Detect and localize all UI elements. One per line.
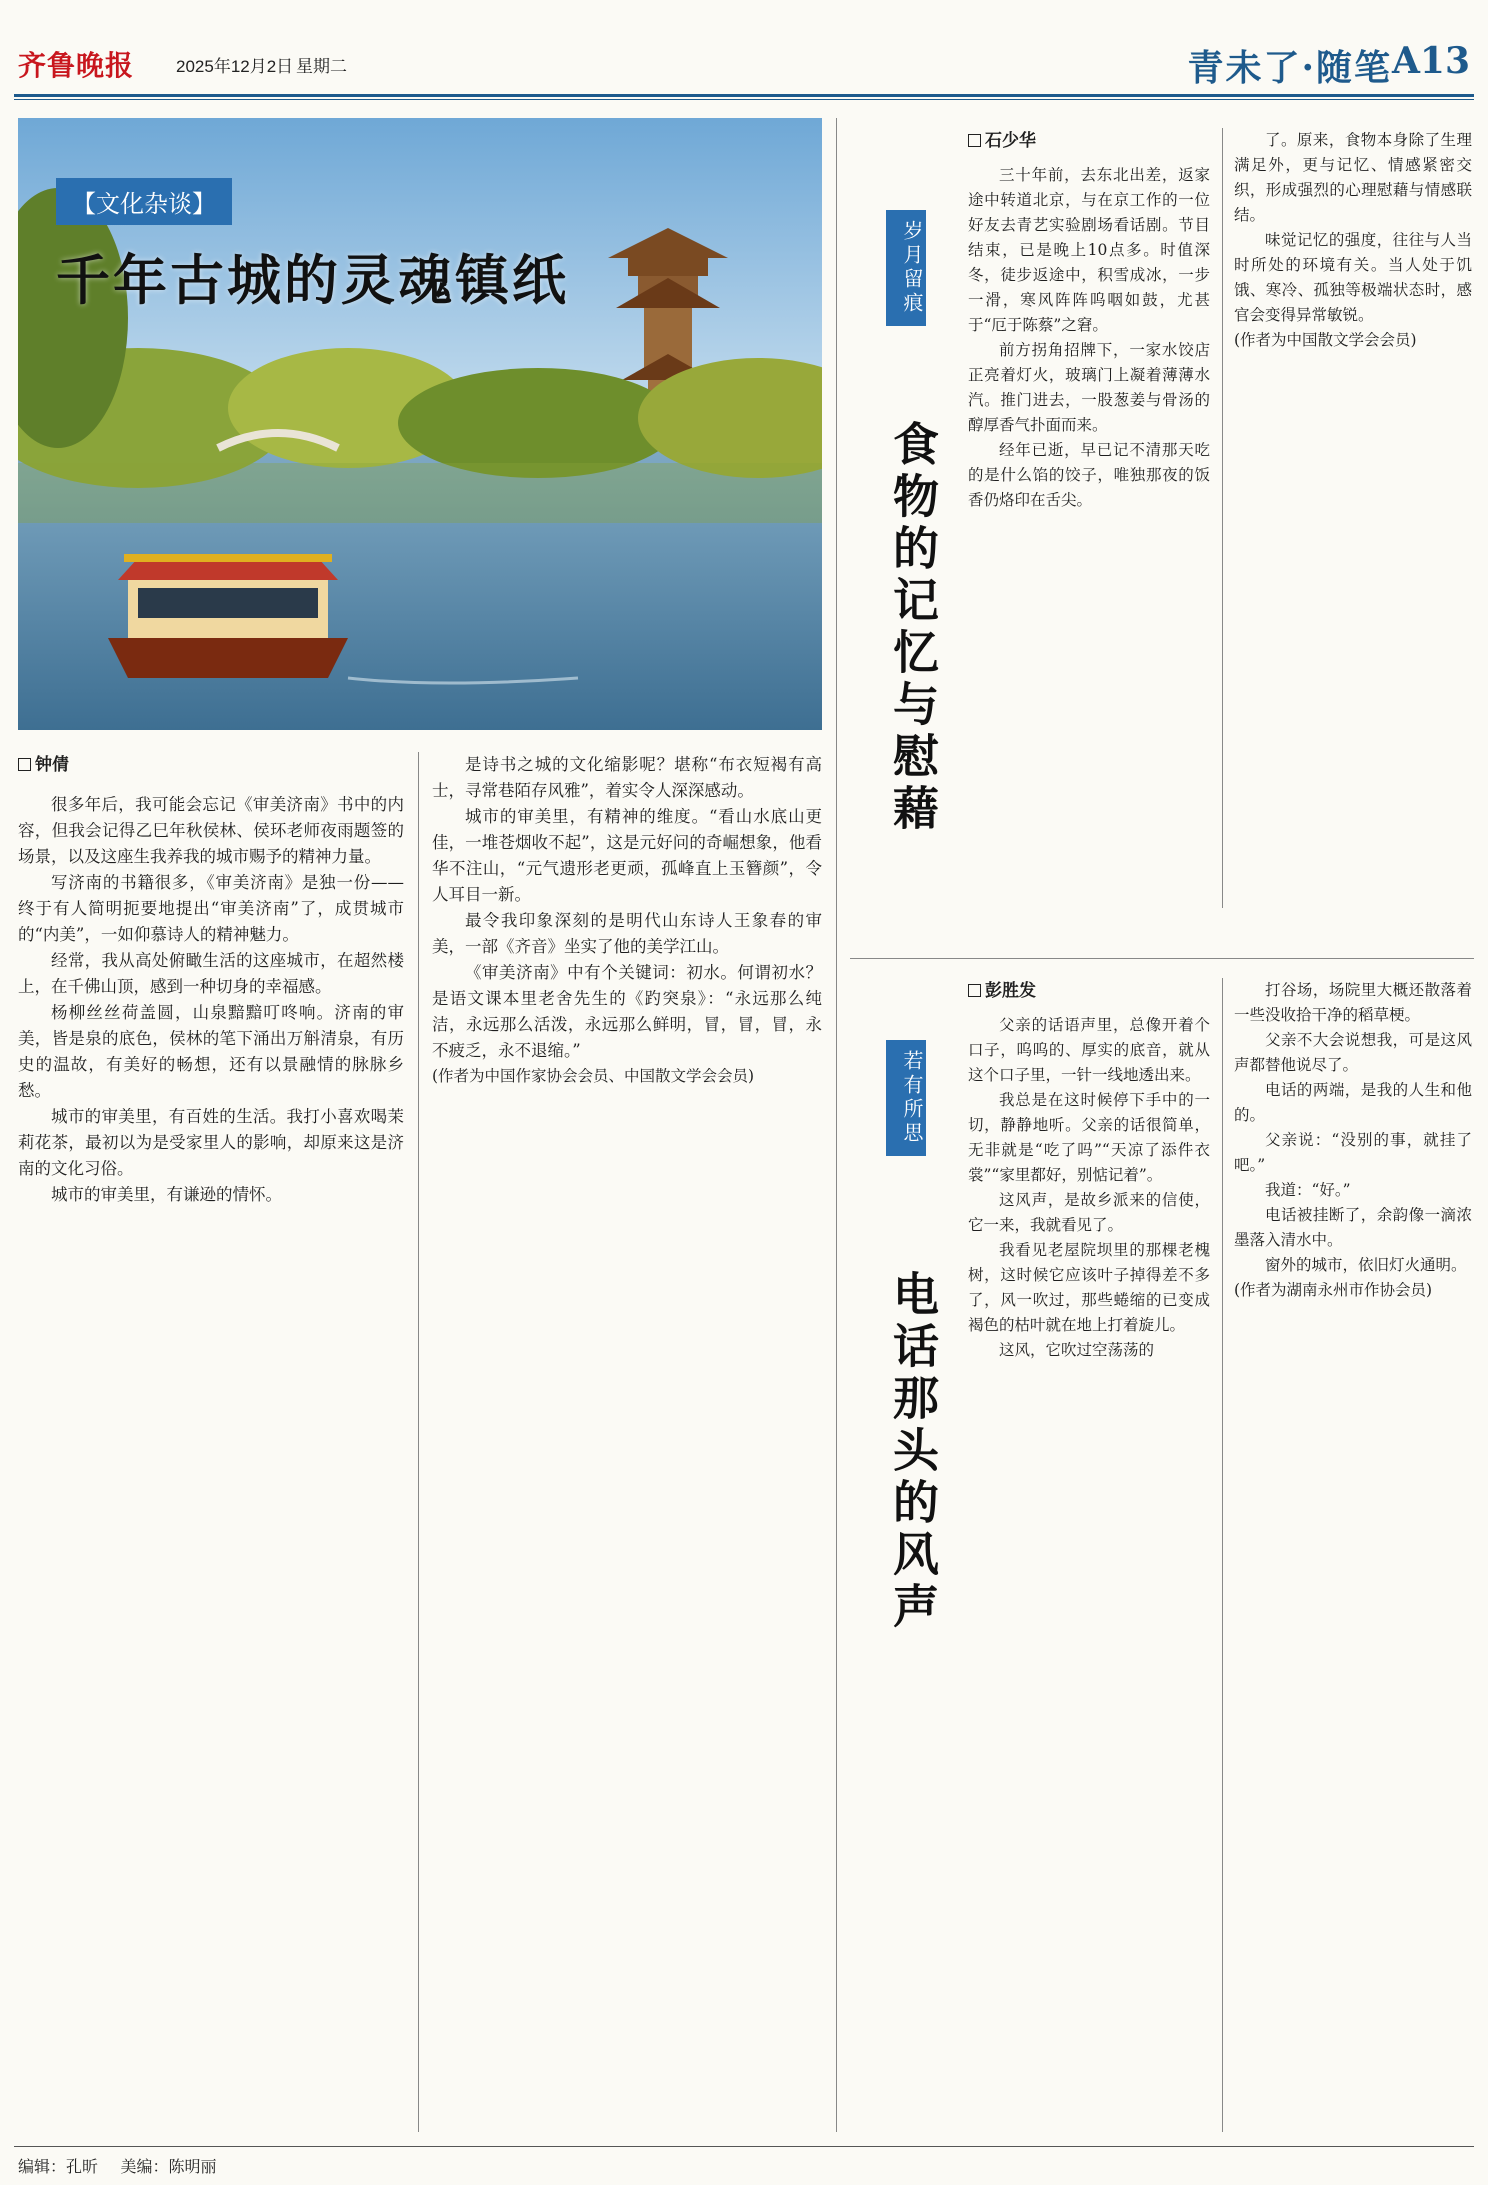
- article-separator: [850, 958, 1474, 959]
- article1-paragraph: 城市的审美里，有精神的维度。“看山水底山更佳，一堆苍烟收不起”，这是元好问的奇崛想象，他看华不注山，“元气遗形老更顽，孤峰直上玉簪颜”，令人耳目一新。: [432, 807, 822, 904]
- article1-author: [18, 752, 404, 778]
- article3-paragraph: 电话的两端，是我的人生和他的。: [1234, 1081, 1472, 1124]
- footer-designer: 美编：陈明丽: [120, 2159, 217, 2176]
- article2-paragraph: 经年已逝，早已记不清那天吃的是什么馅的饺子，唯独那夜的饭香仍烙印在舌尖。: [968, 441, 1210, 509]
- article1-credit: (作者为中国作家协会会员、中国散文学会会员): [432, 1067, 755, 1085]
- article2-credit: (作者为中国散文学会会员): [1234, 331, 1417, 349]
- article2-headline: 食物的记忆与慰藉: [886, 420, 940, 836]
- article3-paragraph: 打谷场，场院里大概还散落着一些没收拾干净的稻草梗。: [1234, 981, 1472, 1024]
- author-marker-icon: [968, 134, 981, 147]
- article1-column-2: [432, 752, 822, 1088]
- article2-paragraph: 了。原来，食物本身除了生理满足外，更与记忆、情感紧密交织，形成强烈的心理慰藉与情感联结。: [1234, 131, 1472, 224]
- footer-editor: 编辑：孔昕: [18, 2159, 99, 2176]
- article3-paragraph: 电话被挂断了，余韵像一滴浓墨落入清水中。: [1234, 1206, 1472, 1249]
- author-marker-icon: [968, 984, 981, 997]
- article3-paragraph: 我看见老屋院坝里的那棵老槐树，这时候它应该叶子掉得差不多了，风一吹过，那些蜷缩的已变成褐色的枯叶就在地上打着旋儿。: [968, 1241, 1210, 1334]
- article3-paragraph: 窗外的城市，依旧灯火通明。: [1265, 1256, 1467, 1274]
- article1-paragraph: 城市的审美里，有百姓的生活。我打小喜欢喝茉莉花茶，最初以为是受家里人的影响，却原来这是济南的文化习俗。: [18, 1107, 404, 1178]
- article2-paragraph: 味觉记忆的强度，往往与人当时所处的环境有关。当人处于饥饿、寒冷、孤独等极端状态时，感官会变得异常敏锐。: [1234, 231, 1472, 324]
- article1-paragraph: 很多年后，我可能会忘记《审美济南》书中的内容，但我会记得乙巳年秋侯林、侯环老师夜雨题签的场景，以及这座生我养我的城市赐予的精神力量。: [18, 795, 404, 866]
- tour-boat: [108, 554, 348, 678]
- article1-paragraph: 杨柳丝丝荷盖圆，山泉黯黯叮咚响。济南的审美，皆是泉的底色，侯林的笔下涌出万斛清泉，有历史的温故，有美好的畅想，还有以景融情的脉脉乡愁。: [18, 1003, 404, 1100]
- article3-paragraph: 我道：“好。”: [1265, 1181, 1351, 1199]
- footer-rule: [14, 2146, 1474, 2147]
- article3-paragraph: 这风，它吹过空荡荡的: [999, 1341, 1155, 1359]
- article3-author-name: 彭胜发: [985, 981, 1036, 1000]
- issue-date: 2025年12月2日: [176, 57, 294, 76]
- article2-paragraph: 前方拐角招牌下，一家水饺店正亮着灯火，玻璃门上凝着薄薄水汽。推门进去，一股葱姜与骨汤的醇厚香气扑面而来。: [968, 341, 1210, 434]
- article2-tag: 岁月留痕: [886, 210, 926, 326]
- section-title: 青未了·随笔: [1187, 47, 1392, 89]
- article3-author: [968, 978, 1210, 1003]
- article1-column-1: [18, 752, 404, 1208]
- masthead-rule-thin: [14, 99, 1474, 100]
- author-marker-icon: [18, 758, 31, 771]
- article1-paragraph: 写济南的书籍很多，《审美济南》是独一份——终于有人简明扼要地提出“审美济南”了，成贯城市的“内美”，一如仰慕诗人的精神魅力。: [18, 873, 404, 944]
- article3-paragraph: 这风声，是故乡派来的信使，它一来，我就看见了。: [968, 1191, 1210, 1234]
- column-divider: [418, 752, 419, 2132]
- article3-paragraph: 父亲的话语声里，总像开着个口子，呜呜的、厚实的底音，就从这个口子里，一针一线地透出来。: [968, 1016, 1210, 1084]
- article3-credit: (作者为湖南永州市作协会员): [1234, 1281, 1433, 1299]
- article1-paragraph: 《审美济南》中有个关键词：初水。何谓初水？是语文课本里老舍先生的《趵突泉》：“永远那么纯洁，永远那么活泼，永远那么鲜明，冒，冒，冒，永不疲乏，永不退缩。”: [432, 963, 822, 1060]
- masthead: [0, 0, 1488, 96]
- article2-column-2: [1234, 128, 1472, 352]
- article3-column-2: [1234, 978, 1472, 1302]
- article3-headline: 电话那头的风声: [886, 1270, 940, 1634]
- article1-author-name: 钟倩: [35, 755, 69, 774]
- article3-paragraph: 我总是在这时候停下手中的一切，静静地听。父亲的话很简单，无非就是“吃了吗”“天凉了添件衣裳”“家里都好，别惦记着”。: [968, 1091, 1210, 1184]
- issue-weekday: 星期二: [296, 57, 347, 76]
- article-tag-culture: 【文化杂谈】: [56, 178, 232, 225]
- masthead-rule: [14, 94, 1474, 97]
- article2-author: [968, 128, 1210, 153]
- column-divider: [1222, 978, 1223, 2132]
- page-number: A13: [1391, 40, 1470, 82]
- page-footer: [18, 2154, 234, 2177]
- newspaper-logo: 齐鲁晚报: [18, 49, 135, 82]
- article-headline: 千年古城的灵魂镇纸: [56, 248, 569, 312]
- section-divider: [836, 118, 837, 2132]
- article3-paragraph: 父亲说：“没别的事，就挂了吧。”: [1234, 1131, 1472, 1174]
- article1-paragraph: 是诗书之城的文化缩影呢？堪称“布衣短褐有高士，寻常巷陌存风雅”，着实令人深深感动。: [432, 755, 822, 800]
- article1-paragraph: 城市的审美里，有谦逊的情怀。: [51, 1185, 282, 1204]
- article1-paragraph: 经常，我从高处俯瞰生活的这座城市，在超然楼上，在千佛山顶，感到一种切身的幸福感。: [18, 951, 404, 996]
- article3-tag: 若有所思: [886, 1040, 926, 1156]
- article3-column-1: [968, 978, 1210, 1363]
- article2-paragraph: 三十年前，去东北出差，返家途中转道北京，与在京工作的一位好友去青艺实验剧场看话剧。节目结束，已是晚上10点多。时值深冬，徒步返途中，积雪成冰，一步一滑，寒风阵阵呜咽如鼓，尤甚于“厄于陈蔡”之窘。: [968, 166, 1210, 334]
- article1-paragraph: 最令我印象深刻的是明代山东诗人王象春的审美，一部《齐音》坐实了他的美学江山。: [432, 911, 822, 956]
- column-divider: [1222, 128, 1223, 908]
- article2-column-1: [968, 128, 1210, 513]
- article2-author-name: 石少华: [985, 131, 1036, 150]
- article3-paragraph: 父亲不大会说想我，可是这风声都替他说尽了。: [1234, 1031, 1472, 1074]
